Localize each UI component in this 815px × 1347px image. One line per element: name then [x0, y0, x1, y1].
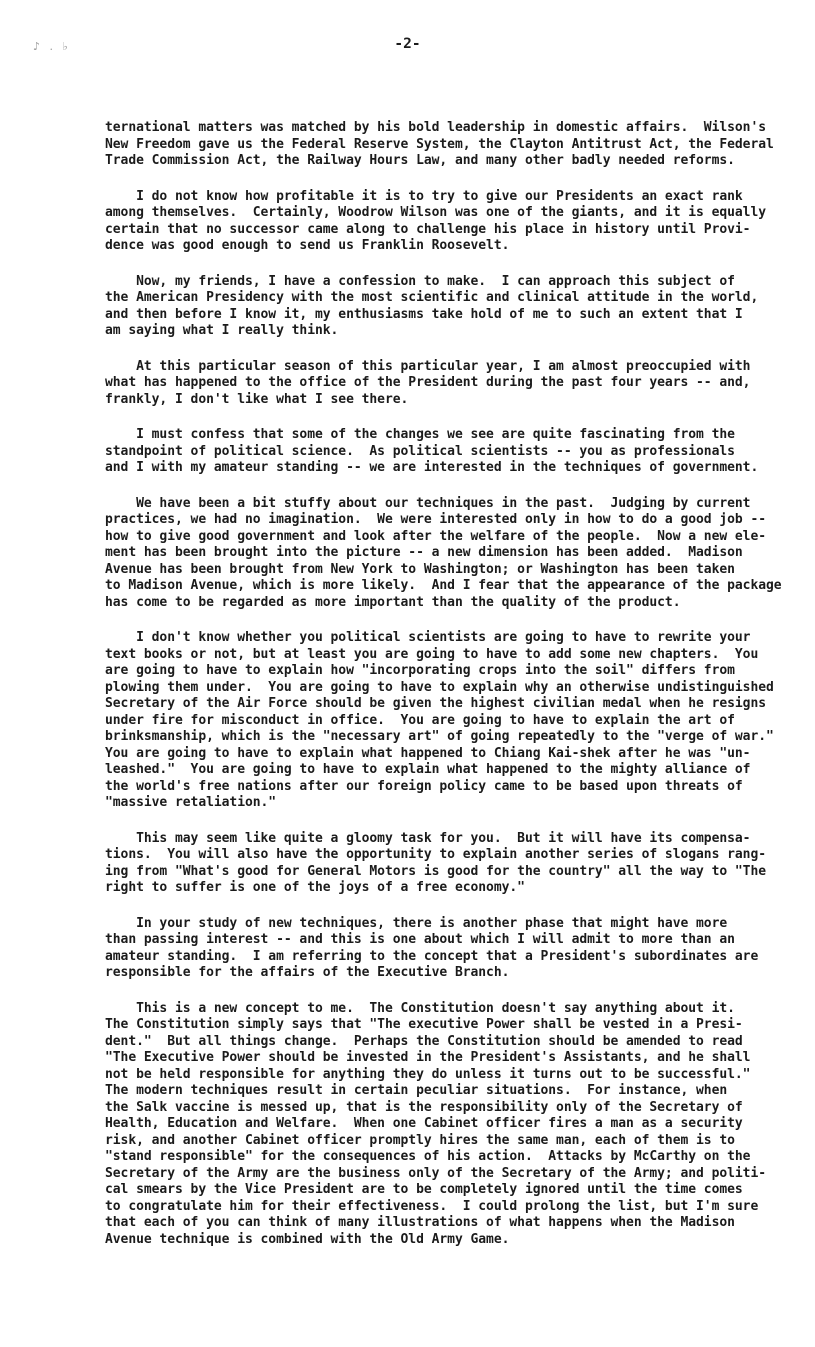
text-line: under fire for misconduct in office. You are going to have to explain the art of: [105, 712, 735, 728]
text-line: Avenue technique is combined with the Old Army Game.: [105, 1231, 510, 1247]
paragraph: [105, 359, 777, 409]
text-line: that each of you can think of many illustrations of what happens when the Madison: [105, 1215, 735, 1230]
text-line: the American Presidency with the most scientific and clinical attitude in the world,: [105, 290, 759, 305]
paragraph: [105, 427, 777, 477]
speech-body-text: [105, 120, 782, 1267]
text-line: amateur standing. I am referring to the concept that a President's subordinates are: [105, 948, 759, 964]
text-line: responsible for the affairs of the Executive Branch.: [105, 965, 510, 980]
text-line: what has happened to the office of the President during the past four years -- and,: [105, 375, 751, 390]
text-line: am saying what I really think.: [105, 323, 339, 338]
text-line: ment has been brought into the picture -- a new dimension has been added. Madison: [105, 545, 743, 560]
text-line: and I with my amateur standing -- we are interested in the techniques of government.: [105, 460, 759, 475]
text-line: right to suffer is one of the joys of a free economy.": [105, 880, 525, 895]
text-line: risk, and another Cabinet officer promptly hires the same man, each of them is to: [105, 1132, 735, 1148]
text-line: ternational matters was matched by his bold leadership in domestic affairs. Wilson's: [105, 120, 767, 135]
paragraph: [105, 495, 782, 612]
text-line: practices, we had no imagination. We were interested only in how to do a good job --: [105, 512, 767, 527]
text-line: cal smears by the Vice President are to be completely ignored until the time comes: [105, 1182, 743, 1197]
text-line: and then before I know it, my enthusiasms take hold of me to such an extent that I: [105, 306, 743, 322]
text-line: I do not know how profitable it is to try to give our Presidents an exact rank: [105, 188, 743, 204]
text-line: among themselves. Certainly, Woodrow Wilson was one of the giants, and it is equally: [105, 205, 767, 220]
text-line: certain that no successor came along to challenge his place in history until Provi-: [105, 221, 751, 237]
text-line: Trade Commission Act, the Railway Hours Law, and many other badly needed reforms.: [105, 153, 735, 168]
text-line: tions. You will also have the opportunity to explain another series of slogans rang-: [105, 847, 767, 862]
text-line: "The Executive Power should be invested in the President's Assistants, and he shall: [105, 1050, 751, 1065]
text-line: This is a new concept to me. The Constitution doesn't say anything about it.: [105, 1000, 735, 1016]
text-line: are going to have to explain how "incorporating crops into the soil" differs from: [105, 663, 735, 678]
text-line: Avenue has been brought from New York to Washington; or Washington has been taken: [105, 561, 735, 577]
text-line: This may seem like quite a gloomy task for you. But it will have its compensa-: [105, 830, 751, 846]
paragraph: [105, 120, 777, 170]
text-line: Secretary of the Air Force should be given the highest civilian medal when he resigns: [105, 696, 767, 711]
text-line: I must confess that some of the changes we see are quite fascinating from the: [105, 427, 735, 442]
text-line: We have been a bit stuffy about our techniques in the past. Judging by current: [105, 495, 751, 511]
text-line: text books or not, but at least you are going to have to add some new chapters. You: [105, 646, 759, 662]
text-line: "massive retaliation.": [105, 795, 277, 810]
text-line: to Madison Avenue, which is more likely. And I fear that the appearance of the package: [105, 578, 782, 593]
paragraph: [105, 1001, 777, 1249]
text-line: to congratulate him for their effectiveness. I could prolong the list, but I'm sure: [105, 1198, 759, 1214]
text-line: brinksmanship, which is the "necessary art" of going repeatedly to the "verge of war.": [105, 729, 774, 744]
text-line: has come to be regarded as more important than the quality of the product.: [105, 594, 681, 610]
text-line: The Constitution simply says that "The executive Power shall be vested in a Presi-: [105, 1017, 743, 1032]
text-line: The modern techniques result in certain peculiar situations. For instance, when: [105, 1083, 728, 1098]
text-line: You are going to have to explain what happened to Chiang Kai-shek after he was "un-: [105, 745, 751, 761]
text-line: Health, Education and Welfare. When one Cabinet officer fires a man as a security: [105, 1116, 743, 1131]
text-line: the world's free nations after our foreign policy came to be based upon threats of: [105, 778, 743, 794]
text-line: the Salk vaccine is messed up, that is the responsibility only of the Secretary of: [105, 1099, 743, 1115]
text-line: dent." But all things change. Perhaps the Constitution should be amended to read: [105, 1033, 743, 1049]
text-line: Secretary of the Army are the business only of the Secretary of the Army; and politi-: [105, 1165, 767, 1181]
text-line: dence was good enough to send us Franklin Roosevelt.: [105, 238, 510, 253]
text-line: "stand responsible" for the consequences of his action. Attacks by McCarthy on the: [105, 1149, 751, 1164]
paragraph: [105, 630, 777, 812]
paragraph: [105, 831, 777, 897]
text-line: plowing them under. You are going to have to explain why an otherwise undistinguished: [105, 679, 774, 695]
text-line: In your study of new techniques, there is another phase that might have more: [105, 915, 728, 931]
text-line: standpoint of political science. As political scientists -- you as professionals: [105, 443, 735, 459]
text-line: New Freedom gave us the Federal Reserve System, the Clayton Antitrust Act, the Federal: [105, 136, 774, 152]
paragraph: [105, 916, 777, 982]
text-line: leashed." You are going to have to explain what happened to the mighty alliance of: [105, 762, 751, 777]
paragraph: [105, 274, 777, 340]
text-line: how to give good government and look after the welfare of the people. Now a new ele-: [105, 528, 767, 544]
text-line: Now, my friends, I have a confession to make. I can approach this subject of: [105, 273, 735, 289]
text-line: not be held responsible for anything they do unless it turns out to be successful.": [105, 1066, 751, 1082]
text-line: At this particular season of this particular year, I am almost preoccupied with: [105, 358, 751, 374]
text-line: ing from "What's good for General Motors is good for the country" all the way to "The: [105, 863, 767, 879]
page-number: -2-: [394, 36, 421, 52]
margin-handwriting-mark: ♪ . ♭: [33, 40, 71, 53]
text-line: than passing interest -- and this is one about which I will admit to more than an: [105, 932, 735, 947]
text-line: frankly, I don't like what I see there.: [105, 391, 409, 407]
paragraph: [105, 189, 777, 255]
text-line: I don't know whether you political scientists are going to have to rewrite your: [105, 630, 751, 645]
